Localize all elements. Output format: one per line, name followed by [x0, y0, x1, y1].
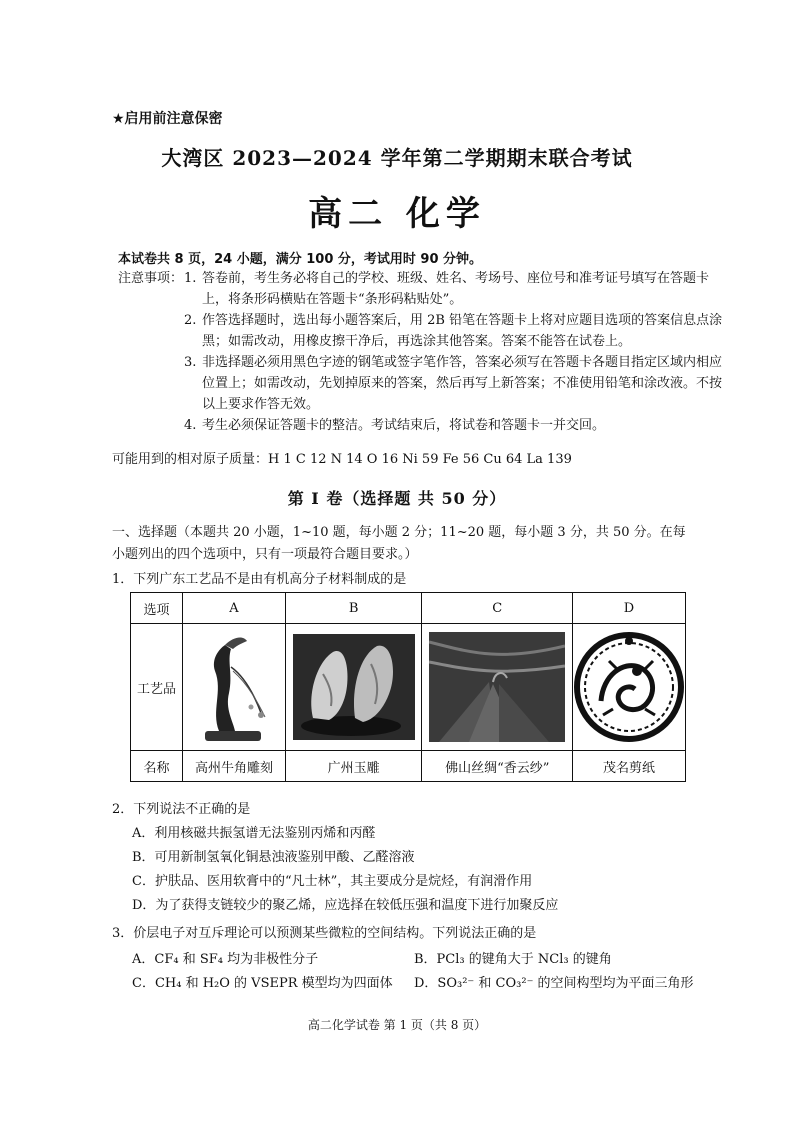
- row-label-craft: 工艺品: [131, 624, 183, 751]
- craft-name: 广州玉雕: [285, 751, 422, 782]
- question-1-stem: 1．下列广东工艺品不是由有机高分子材料制成的是: [112, 572, 407, 587]
- note-item: 2. 作答选择题时，选出每小题答案后，用 2B 铅笔在答题卡上将对应题目选项的答案信息点涂黑；如需改动，用橡皮擦干净后，再选涂其他答案。答案不能答在试卷上。: [184, 313, 723, 349]
- question-3-stem: 3．价层电子对互斥理论可以预测某些微粒的空间结构。下列说法正确的是: [112, 926, 537, 941]
- craft-image-cell: [285, 624, 422, 751]
- confidential-mark: ★启用前注意保密: [112, 111, 223, 127]
- option-letter: C: [422, 593, 573, 624]
- exam-title: 大湾区 2023—2024 学年第二学期期末联合考试: [161, 146, 633, 170]
- question-3-option-d: D．SO₃²⁻ 和 CO₃²⁻ 的空间构型均为平面三角形: [414, 976, 694, 991]
- option-letter: A: [183, 593, 286, 624]
- row-label-option: 选项: [131, 593, 183, 624]
- craft-name: 茂名剪纸: [573, 751, 686, 782]
- section-title: 第 I 卷（选择题 共 50 分）: [287, 489, 507, 508]
- table-row: [131, 751, 686, 782]
- page-footer: 高二化学试卷 第 1 页（共 8 页）: [307, 1018, 487, 1032]
- question-2-option-d: D．为了获得支链较少的聚乙烯，应选择在较低压强和温度下进行加聚反应: [132, 898, 559, 913]
- jade-carving-image: [286, 634, 422, 740]
- note-item: 1. 答卷前，考生务必将自己的学校、班级、姓名、考场号、座位号和准考证号填写在答题卡上，将条形码横贴在答题卡“条形码粘贴处”。: [184, 271, 710, 307]
- option-letter: B: [285, 593, 422, 624]
- notes-lead: 注意事项：: [118, 271, 184, 286]
- row-label-name: 名称: [131, 751, 183, 782]
- silk-image: [422, 632, 572, 742]
- craft-image-cell: [422, 624, 573, 751]
- craft-image-cell: [183, 624, 286, 751]
- subject-title: 高二 化学: [308, 194, 486, 234]
- question-2-option-b: B．可用新制氢氧化铜悬浊液鉴别甲酸、乙醛溶液: [132, 850, 415, 865]
- notes-list: [184, 268, 724, 436]
- question-3-option-c: C．CH₄ 和 H₂O 的 VSEPR 模型均为四面体: [132, 976, 393, 991]
- exam-intro: 本试卷共 8 页，24 小题，满分 100 分，考试用时 90 分钟。: [118, 252, 483, 267]
- question-3-option-b: B．PCl₃ 的键角大于 NCl₃ 的键角: [414, 952, 612, 967]
- question-2-option-a: A．利用核磁共振氢谱无法鉴别丙烯和丙醛: [132, 826, 376, 841]
- craft-name: 高州牛角雕刻: [183, 751, 286, 782]
- section-instruction: 一、选择题（本题共 20 小题，1~10 题，每小题 2 分；11~20 题，每小题 3 分，共 50 分。在每小题列出的四个选项中，只有一项最符合题目要求。）: [112, 525, 686, 562]
- craft-image-cell: [573, 624, 686, 751]
- option-letter: D: [573, 593, 686, 624]
- table-row: [131, 593, 686, 624]
- craft-table: [130, 592, 686, 782]
- note-item: 4. 考生必须保证答题卡的整洁。考试结束后，将试卷和答题卡一并交回。: [184, 418, 606, 433]
- question-3-option-a: A．CF₄ 和 SF₄ 均为非极性分子: [132, 952, 319, 967]
- atomic-masses: 可能用到的相对原子质量：H 1 C 12 N 14 O 16 Ni 59 Fe 56 Cu 64 La 139: [112, 452, 572, 467]
- note-item: 3. 非选择题必须用黑色字迹的钢笔或签字笔作答，答案必须写在答题卡各题目指定区域内相应位置上；如需改动，先划掉原来的答案，然后再写上新答案；不准使用铅笔和涂改液。不按以上要求作答无效。: [184, 355, 723, 412]
- craft-name: 佛山丝绸“香云纱”: [422, 751, 573, 782]
- horn-carving-image: [183, 627, 285, 747]
- question-2-stem: 2．下列说法不正确的是: [112, 802, 251, 817]
- question-2-option-c: C．护肤品、医用软膏中的“凡士林”，其主要成分是烷烃，有润滑作用: [132, 874, 533, 889]
- table-row: [131, 624, 686, 751]
- paper-cut-image: [573, 631, 685, 743]
